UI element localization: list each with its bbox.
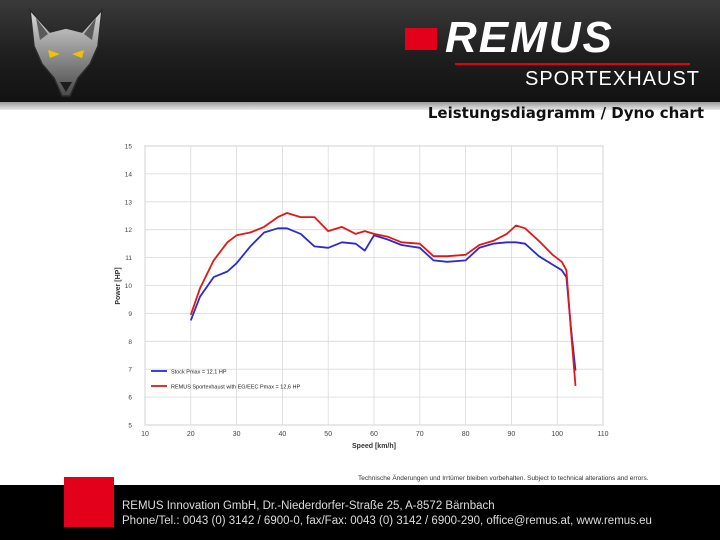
header-banner <box>0 0 720 102</box>
x-tick-label: 40 <box>278 431 287 438</box>
y-tick-label: 14 <box>124 171 132 179</box>
x-tick-label: 30 <box>232 431 241 438</box>
legend-label-0: Stock Pmax = 12.1 HP <box>171 369 227 376</box>
x-tick-label: 90 <box>507 431 516 438</box>
y-axis-label: Power [HP] <box>115 267 122 305</box>
x-tick-label: 20 <box>186 431 195 438</box>
y-tick-label: 13 <box>124 199 132 207</box>
y-tick-label: 6 <box>128 394 132 402</box>
y-tick-label: 9 <box>128 310 132 318</box>
y-tick-label: 15 <box>124 143 132 151</box>
disclaimer-text: Technische Änderungen und Irrtümer bleiben vorbehalten. Subject to technical alterations and errors. <box>358 475 649 482</box>
brand-subtitle: SPORTEXHAUST <box>525 68 700 90</box>
dyno-chart <box>108 138 616 460</box>
brand-underline <box>455 63 690 65</box>
y-tick-label: 10 <box>124 283 132 290</box>
y-tick-label: 5 <box>128 422 132 430</box>
x-tick-label: 70 <box>415 431 424 438</box>
page-title: Leistungsdiagramm / Dyno chart <box>427 104 704 122</box>
x-tick-label: 50 <box>324 431 333 438</box>
legend-label-1: REMUS Sportexhaust with EG/EEC Pmax = 12,6 HP <box>171 384 301 391</box>
x-tick-label: 10 <box>141 431 149 438</box>
x-axis-label: Speed [km/h] <box>352 443 396 450</box>
y-tick-label: 8 <box>128 338 132 346</box>
dyno-chart-svg <box>108 138 616 460</box>
x-tick-label: 100 <box>551 431 564 438</box>
x-tick-label: 60 <box>370 431 378 438</box>
wolf-head-icon <box>20 6 112 100</box>
footer-red-square <box>64 477 114 527</box>
brand-name: REMUS <box>445 13 614 62</box>
x-tick-label: 80 <box>461 431 470 438</box>
footer-address: REMUS Innovation GmbH, Dr.-Niederdorfer-Straße 25, A-8572 Bärnbach <box>122 500 495 512</box>
brand-red-bar <box>405 28 437 50</box>
footer-contact: Phone/Tel.: 0043 (0) 3142 / 6900-0, fax/Fax: 0043 (0) 3142 / 6900-290, office@remus.at, www.remus.eu <box>122 515 652 527</box>
y-tick-label: 7 <box>128 366 132 374</box>
x-tick-label: 110 <box>597 431 609 438</box>
y-tick-label: 12 <box>124 227 132 235</box>
y-tick-label: 11 <box>125 255 132 263</box>
